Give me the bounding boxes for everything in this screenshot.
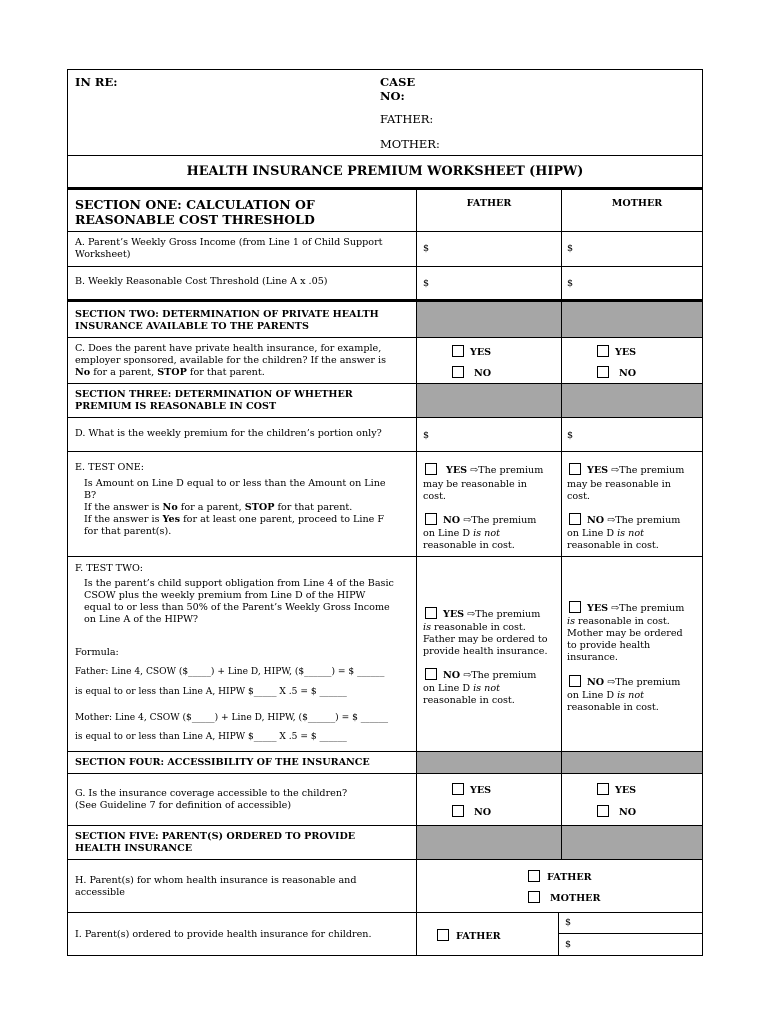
line-h-father-checkbox[interactable] xyxy=(528,870,540,882)
line-g-father-no-checkbox[interactable] xyxy=(452,805,464,817)
test-one-line-1: Is Amount on Line D equal to or less than the Amount on Line xyxy=(84,478,386,489)
section-five-title-2: HEALTH INSURANCE xyxy=(75,843,193,854)
test-two-mother-yes-text: YES ⇨The premium xyxy=(587,603,685,614)
line-d-label: D. What is the weekly premium for the children’s portion only? xyxy=(75,428,382,439)
test-two-mother-yes-text-3: Mother may be ordered xyxy=(567,628,683,639)
section-three-title: SECTION THREE: DETERMINATION OF WHETHER xyxy=(75,389,353,400)
father-label: FATHER: xyxy=(380,112,434,126)
section-four-title: SECTION FOUR: ACCESSIBILITY OF THE INSURANCE xyxy=(75,757,370,768)
line-h-mother-label: MOTHER xyxy=(550,893,601,904)
test-two-father-no-text: NO ⇨The premium xyxy=(443,670,537,681)
mother-formula-line-1[interactable]: Mother: Line 4, CSOW ($_____) + Line D, HIPW, ($______) = $ ______ xyxy=(75,713,389,723)
test-one-mother-yes-text: YES ⇨The premium xyxy=(587,465,685,476)
line-g-label: G. Is the insurance coverage accessible to the children? xyxy=(75,788,348,799)
test-one-mother-no-text: NO ⇨The premium xyxy=(587,515,681,526)
test-two-mother-yes-text-4: to provide health xyxy=(567,640,651,651)
line-g-mother-no-checkbox[interactable] xyxy=(597,805,609,817)
line-h-label-2: accessible xyxy=(75,887,125,898)
line-i-father-checkbox[interactable] xyxy=(437,929,449,941)
test-two-mother-no-text-2: on Line D is not xyxy=(567,690,644,701)
line-g-father-yes-label: YES xyxy=(470,785,492,796)
test-one-father-no-checkbox[interactable] xyxy=(425,513,437,525)
line-c-father-no-checkbox[interactable] xyxy=(452,366,464,378)
line-g-mother-no-label: NO xyxy=(619,807,637,818)
line-i-father-label: FATHER xyxy=(456,931,501,942)
line-a-label: A. Parent’s Weekly Gross Income (from Line 1 of Child Support xyxy=(75,237,383,248)
test-two-title: F. TEST TWO: xyxy=(75,563,144,574)
test-one-father-yes-checkbox[interactable] xyxy=(425,463,437,475)
test-two-father-yes-text-2: is reasonable in cost. xyxy=(423,622,526,633)
section-three-title-2: PREMIUM IS REASONABLE IN COST xyxy=(75,401,277,412)
line-d-mother-amount[interactable]: $ xyxy=(567,430,574,441)
line-d-father-amount[interactable]: $ xyxy=(423,430,430,441)
line-i-amount-2[interactable]: $ xyxy=(565,939,572,950)
test-one-father-no-text: NO ⇨The premium xyxy=(443,515,537,526)
test-one-line-4: If the answer is Yes for at least one parent, proceed to Line F xyxy=(84,514,385,525)
section-one-title: SECTION ONE: CALCULATION OF xyxy=(75,197,315,212)
line-c-mother-yes-label: YES xyxy=(615,347,637,358)
case-no-label-2: NO: xyxy=(380,89,405,103)
test-two-father-yes-text-4: provide health insurance. xyxy=(423,646,548,657)
test-one-father-no-text-2: on Line D is not xyxy=(423,528,500,539)
line-h-mother-checkbox[interactable] xyxy=(528,891,540,903)
line-a-father-amount[interactable]: $ xyxy=(423,243,430,254)
test-one-mother-no-text-3: reasonable in cost. xyxy=(567,540,659,551)
test-one-title: E. TEST ONE: xyxy=(75,462,145,473)
test-one-line-2: B? xyxy=(84,490,97,501)
test-two-mother-yes-checkbox[interactable] xyxy=(569,601,581,613)
in-re-label: IN RE: xyxy=(75,75,118,89)
father-formula-line-2[interactable]: is equal to or less than Line A, HIPW $_____ X .5 = $ ______ xyxy=(75,687,347,697)
section-one-title-2: REASONABLE COST THRESHOLD xyxy=(75,212,315,227)
test-two-line-4: on Line A of the HIPW? xyxy=(84,614,199,625)
line-c-label-3: No for a parent, STOP for that parent. xyxy=(75,367,265,378)
line-g-father-no-label: NO xyxy=(474,807,492,818)
line-c-mother-no-checkbox[interactable] xyxy=(597,366,609,378)
test-one-mother-yes-checkbox[interactable] xyxy=(569,463,581,475)
line-g-mother-yes-label: YES xyxy=(615,785,637,796)
line-c-label-2: employer sponsored, available for the children? If the answer is xyxy=(75,355,387,366)
test-two-father-yes-text: YES ⇨The premium xyxy=(443,609,541,620)
test-two-mother-no-text: NO ⇨The premium xyxy=(587,677,681,688)
line-i-amount-1[interactable]: $ xyxy=(565,917,572,928)
line-b-label: B. Weekly Reasonable Cost Threshold (Line A x .05) xyxy=(75,276,328,287)
test-one-father-no-text-3: reasonable in cost. xyxy=(423,540,515,551)
section-five-title: SECTION FIVE: PARENT(S) ORDERED TO PROVIDE xyxy=(75,831,356,842)
section-two-title: SECTION TWO: DETERMINATION OF PRIVATE HEALTH xyxy=(75,309,379,320)
test-one-mother-no-text-2: on Line D is not xyxy=(567,528,644,539)
line-c-father-yes-label: YES xyxy=(470,347,492,358)
line-a-mother-amount[interactable]: $ xyxy=(567,243,574,254)
line-g-mother-yes-checkbox[interactable] xyxy=(597,783,609,795)
test-one-mother-yes-text-3: cost. xyxy=(567,491,590,502)
line-c-father-yes-checkbox[interactable] xyxy=(452,345,464,357)
mother-label: MOTHER: xyxy=(380,137,440,151)
test-one-mother-yes-text-2: may be reasonable in xyxy=(567,479,671,490)
line-c-mother-yes-checkbox[interactable] xyxy=(597,345,609,357)
test-two-line-1: Is the parent’s child support obligation from Line 4 of the Basic xyxy=(84,578,394,589)
test-one-father-yes-text-3: cost. xyxy=(423,491,446,502)
line-h-father-label: FATHER xyxy=(547,872,592,883)
test-one-line-3: If the answer is No for a parent, STOP for that parent. xyxy=(84,502,353,513)
case-no-label: CASE xyxy=(380,75,416,89)
test-one-father-yes-text: YES ⇨The premium xyxy=(446,465,544,476)
line-c-father-no-label: NO xyxy=(474,368,492,379)
test-two-father-no-checkbox[interactable] xyxy=(425,668,437,680)
line-c-mother-no-label: NO xyxy=(619,368,637,379)
test-two-mother-yes-text-5: insurance. xyxy=(567,652,618,663)
line-h-label: H. Parent(s) for whom health insurance is reasonable and xyxy=(75,875,357,886)
mother-formula-line-2[interactable]: is equal to or less than Line A, HIPW $_____ X .5 = $ ______ xyxy=(75,732,347,742)
line-g-father-yes-checkbox[interactable] xyxy=(452,783,464,795)
father-formula-line-1[interactable]: Father: Line 4, CSOW ($_____) + Line D, HIPW, ($______) = $ ______ xyxy=(75,667,385,677)
column-header-father: FATHER xyxy=(466,198,512,209)
test-two-mother-no-checkbox[interactable] xyxy=(569,675,581,687)
section-two-title-2: INSURANCE AVAILABLE TO THE PARENTS xyxy=(75,321,309,332)
line-c-label: C. Does the parent have private health insurance, for example, xyxy=(75,343,382,354)
page-title: HEALTH INSURANCE PREMIUM WORKSHEET (HIPW) xyxy=(186,164,584,179)
line-b-mother-amount[interactable]: $ xyxy=(567,278,574,289)
test-one-line-5: for that parent(s). xyxy=(84,526,172,537)
line-a-label-2: Worksheet) xyxy=(75,249,131,260)
column-header-mother: MOTHER xyxy=(611,198,663,209)
test-two-mother-yes-text-2: is reasonable in cost. xyxy=(567,616,670,627)
test-two-line-2: CSOW plus the weekly premium from Line D of the HIPW xyxy=(84,590,366,601)
test-one-mother-no-checkbox[interactable] xyxy=(569,513,581,525)
test-two-father-no-text-3: reasonable in cost. xyxy=(423,695,515,706)
test-two-father-yes-text-3: Father may be ordered to xyxy=(423,634,548,645)
test-two-mother-no-text-3: reasonable in cost. xyxy=(567,702,659,713)
line-b-father-amount[interactable]: $ xyxy=(423,278,430,289)
test-one-father-yes-text-2: may be reasonable in xyxy=(423,479,527,490)
formula-label: Formula: xyxy=(75,647,119,658)
test-two-line-3: equal to or less than 50% of the Parent’s Weekly Gross Income xyxy=(84,602,390,613)
line-g-label-2: (See Guideline 7 for definition of accessible) xyxy=(75,800,292,811)
test-two-father-yes-checkbox[interactable] xyxy=(425,607,437,619)
line-i-label: I. Parent(s) ordered to provide health insurance for children. xyxy=(75,929,372,940)
test-two-father-no-text-2: on Line D is not xyxy=(423,683,500,694)
